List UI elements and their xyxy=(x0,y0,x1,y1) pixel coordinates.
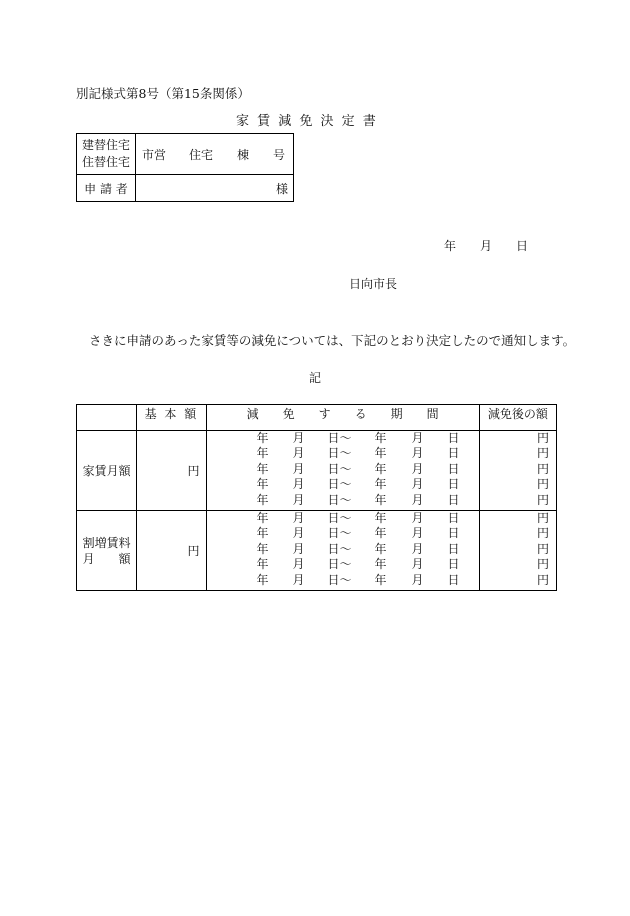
rent-label-line: 家賃月額 xyxy=(82,464,131,478)
period-m2: 月 xyxy=(411,492,424,507)
period-line xyxy=(207,542,479,557)
period-y1: 年 xyxy=(256,461,269,476)
period-m2: 月 xyxy=(411,477,424,492)
header-period: 減 免 す る 期 間 xyxy=(206,405,479,431)
housing-value-cell[interactable] xyxy=(136,134,294,175)
yen-unit: 円 xyxy=(187,464,200,478)
rent-period-cell[interactable] xyxy=(206,431,479,511)
label-line-2: 住替住宅 xyxy=(81,155,130,169)
period-d2: 日 xyxy=(447,511,460,525)
period-d1: 日〜 xyxy=(327,557,352,572)
period-m1: 月 xyxy=(292,511,305,525)
period-m2: 月 xyxy=(411,526,424,541)
period-y2: 年 xyxy=(374,461,387,476)
period-y2: 年 xyxy=(374,477,387,492)
period-m1: 月 xyxy=(292,446,305,461)
rent-group-row xyxy=(77,431,557,511)
amount-yen: 円 xyxy=(536,526,549,541)
applicant-value-cell[interactable] xyxy=(136,175,294,202)
period-m1: 月 xyxy=(292,492,305,507)
amount-line xyxy=(480,493,556,508)
surcharge-label-line-1: 割増賃料 xyxy=(82,535,131,550)
period-line xyxy=(207,446,479,461)
period-d2: 日 xyxy=(447,477,460,492)
period-d2: 日 xyxy=(447,526,460,541)
period-d1: 日〜 xyxy=(327,541,352,556)
header-after-amount: 減免後の額 xyxy=(479,405,556,431)
surcharge-amount-cell[interactable] xyxy=(479,511,556,591)
amount-yen: 円 xyxy=(536,431,549,445)
amount-yen: 円 xyxy=(536,446,549,461)
period-d2: 日 xyxy=(447,461,460,476)
period-m2: 月 xyxy=(411,461,424,476)
period-y2: 年 xyxy=(374,557,387,572)
document-title: 家 賃 減 免 決 定 書 xyxy=(236,114,378,129)
rent-amount-cell[interactable] xyxy=(479,431,556,511)
table-header-row xyxy=(77,405,557,431)
period-y2: 年 xyxy=(374,431,387,445)
period-y2: 年 xyxy=(374,526,387,541)
period-m2: 月 xyxy=(411,557,424,572)
period-d2: 日 xyxy=(447,492,460,507)
header-base-amount: 基 本 額 xyxy=(137,405,206,431)
period-m2: 月 xyxy=(411,541,424,556)
period-d2: 日 xyxy=(447,572,460,587)
period-m1: 月 xyxy=(292,461,305,476)
period-y1: 年 xyxy=(256,557,269,572)
period-m1: 月 xyxy=(292,572,305,587)
period-y2: 年 xyxy=(374,492,387,507)
surcharge-label xyxy=(77,511,137,591)
period-line xyxy=(207,557,479,572)
period-line xyxy=(207,511,479,526)
period-line xyxy=(207,493,479,508)
period-y1: 年 xyxy=(256,446,269,461)
period-line xyxy=(207,462,479,477)
amount-yen: 円 xyxy=(536,557,549,572)
period-m1: 月 xyxy=(292,431,305,445)
period-d2: 日 xyxy=(447,541,460,556)
amount-yen: 円 xyxy=(536,541,549,556)
period-y1: 年 xyxy=(256,477,269,492)
surcharge-base-cell[interactable] xyxy=(137,511,206,591)
period-y1: 年 xyxy=(256,541,269,556)
yen-unit: 円 xyxy=(187,544,200,558)
amount-line xyxy=(480,511,556,526)
period-d2: 日 xyxy=(447,446,460,461)
municipal-text: 市営 xyxy=(142,148,167,162)
amount-yen: 円 xyxy=(536,572,549,587)
period-m1: 月 xyxy=(292,541,305,556)
number-text: 号 xyxy=(273,148,286,162)
applicant-table xyxy=(76,133,294,202)
period-line xyxy=(207,573,479,588)
housing-text: 住宅 xyxy=(189,148,214,162)
date-day: 日 xyxy=(516,239,529,253)
rent-base-cell[interactable] xyxy=(137,431,206,511)
period-d1: 日〜 xyxy=(327,461,352,476)
body-text: さきに申請のあった家賃等の減免については、下記のとおり決定したので通知します。 xyxy=(89,333,576,348)
building-text: 棟 xyxy=(237,148,250,162)
amount-line xyxy=(480,573,556,588)
header-blank xyxy=(77,405,137,431)
period-d2: 日 xyxy=(447,557,460,572)
date-year: 年 xyxy=(444,239,457,253)
surcharge-period-cell[interactable] xyxy=(206,511,479,591)
period-y1: 年 xyxy=(256,572,269,587)
date-month: 月 xyxy=(480,239,493,253)
amount-line xyxy=(480,462,556,477)
period-m1: 月 xyxy=(292,557,305,572)
period-y2: 年 xyxy=(374,511,387,525)
period-y1: 年 xyxy=(256,431,269,445)
period-d1: 日〜 xyxy=(327,446,352,461)
period-line xyxy=(207,526,479,541)
amount-line xyxy=(480,431,556,446)
period-y2: 年 xyxy=(374,572,387,587)
rent-label xyxy=(77,431,137,511)
amount-line xyxy=(480,526,556,541)
period-m2: 月 xyxy=(411,431,424,445)
surcharge-group-row xyxy=(77,511,557,591)
amount-line xyxy=(480,557,556,572)
housing-type-label xyxy=(77,134,136,175)
period-m2: 月 xyxy=(411,446,424,461)
period-d1: 日〜 xyxy=(327,431,352,445)
amount-line xyxy=(480,477,556,492)
label-line-1: 建替住宅 xyxy=(81,138,130,152)
applicant-label: 申 請 者 xyxy=(77,175,136,202)
period-y1: 年 xyxy=(256,511,269,525)
period-m1: 月 xyxy=(292,477,305,492)
reduction-table xyxy=(76,404,557,591)
period-m1: 月 xyxy=(292,526,305,541)
period-d1: 日〜 xyxy=(327,526,352,541)
period-y1: 年 xyxy=(256,526,269,541)
period-d2: 日 xyxy=(447,431,460,445)
form-number: 別記様式第8号（第15条関係） xyxy=(76,86,250,101)
amount-line xyxy=(480,542,556,557)
period-y2: 年 xyxy=(374,541,387,556)
amount-yen: 円 xyxy=(536,492,549,507)
surcharge-label-line-2: 月 額 xyxy=(82,551,131,566)
honorific-text: 様 xyxy=(276,182,289,196)
amount-yen: 円 xyxy=(536,511,549,525)
amount-yen: 円 xyxy=(536,477,549,492)
amount-yen: 円 xyxy=(536,461,549,476)
ki-mark: 記 xyxy=(309,371,322,385)
issuer: 日向市長 xyxy=(349,277,398,291)
period-y2: 年 xyxy=(374,446,387,461)
period-m2: 月 xyxy=(411,511,424,525)
amount-line xyxy=(480,446,556,461)
period-y1: 年 xyxy=(256,492,269,507)
period-d1: 日〜 xyxy=(327,492,352,507)
period-m2: 月 xyxy=(411,572,424,587)
period-d1: 日〜 xyxy=(327,572,352,587)
period-d1: 日〜 xyxy=(327,511,352,525)
period-line xyxy=(207,477,479,492)
period-d1: 日〜 xyxy=(327,477,352,492)
period-line xyxy=(207,431,479,446)
